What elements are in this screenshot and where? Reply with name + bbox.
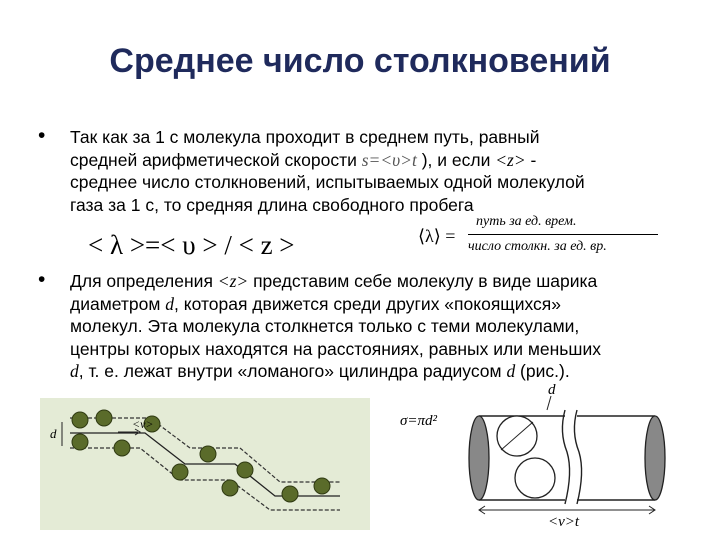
- molecule-circle: [515, 458, 555, 498]
- vt-label: <v>t: [548, 514, 580, 530]
- collision-figure: [40, 398, 370, 530]
- p2-line3: молекул. Эта молекула столкнется только с теми молекулами,: [70, 316, 580, 336]
- paragraph-1: [70, 126, 680, 216]
- p2-line5: d, т. е. лежат внутри «ломаного» цилиндра радиусом d (рис.).: [70, 361, 570, 381]
- p2-line2: диаметром d, которая движется среди других «покоящихся»: [70, 293, 561, 314]
- d-label-left: d: [50, 426, 57, 441]
- formula-s-inline: s=<υ>t: [361, 149, 417, 170]
- p1-line1: Так как за 1 с молекула проходит в среднем путь, равный: [70, 127, 540, 147]
- molecule: [314, 478, 330, 494]
- bullet-2: •: [38, 268, 46, 291]
- molecule: [72, 434, 88, 450]
- p2-line1: Для определения <z> представим себе молекулу в виде шарика: [70, 271, 598, 291]
- formula-mean-free-path: < λ >=< υ > / < z >: [88, 230, 295, 260]
- bullet-1: •: [38, 124, 46, 147]
- molecule: [282, 486, 298, 502]
- sigma-label: σ=πd²: [400, 413, 438, 429]
- p1-line3: среднее число столкновений, испытываемых одной молекулой: [70, 172, 585, 192]
- molecule: [172, 464, 188, 480]
- molecule: [222, 480, 238, 496]
- molecule: [72, 412, 88, 428]
- molecule: [114, 440, 130, 456]
- v-label-left: <v>: [132, 417, 154, 431]
- cylinder-left-face: [469, 416, 489, 500]
- d-label-right: d: [548, 382, 556, 398]
- molecule: [237, 462, 253, 478]
- molecule: [200, 446, 216, 462]
- p1-line2: средней арифметической скорости s=<υ>t ), и если <z> -: [70, 149, 537, 170]
- p2-line4: центры которых находятся на расстояниях, равных или меньших: [70, 338, 601, 359]
- p1-line4: газа за 1 с, то средняя длина свободного пробега: [70, 194, 474, 215]
- paragraph-2: [70, 270, 680, 383]
- cylinder-right-face: [645, 416, 665, 500]
- page-title: Среднее число столкновений: [109, 42, 611, 80]
- molecule: [96, 410, 112, 426]
